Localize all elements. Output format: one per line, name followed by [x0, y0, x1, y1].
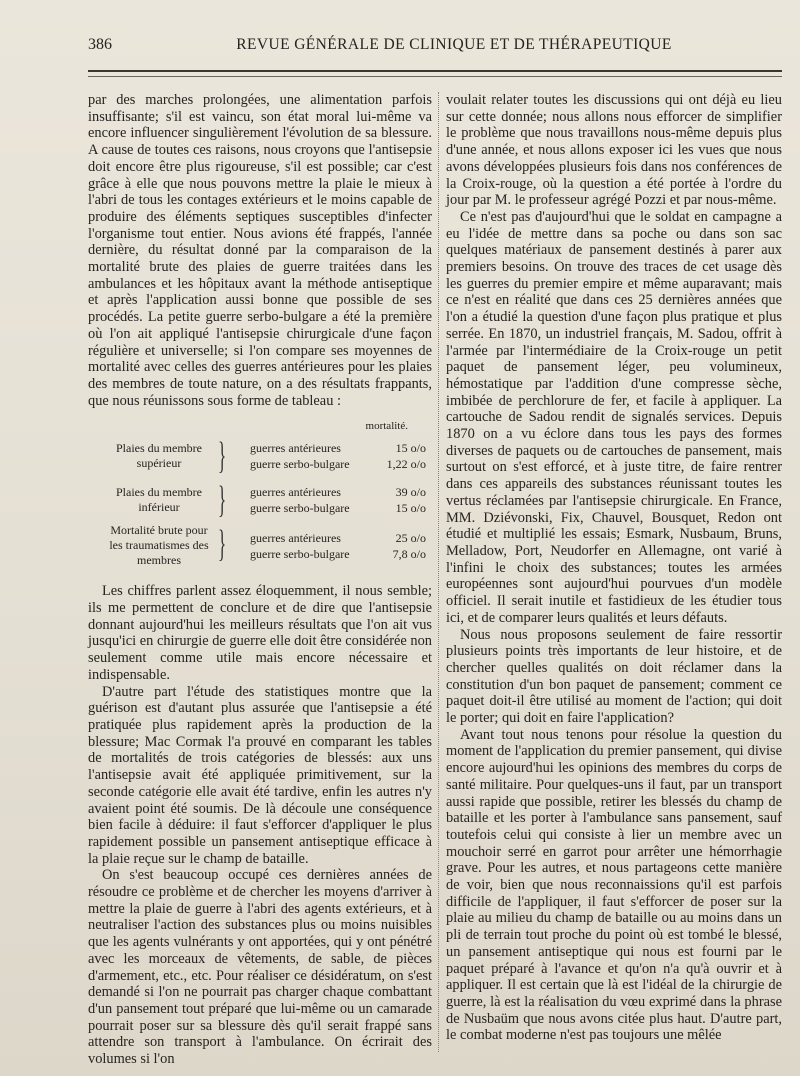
table-group-upper-limb: Plaies du membre supérieur } guerres antérieures 15 o/o guerre serbo-bulgare 1,22 o/o: [104, 437, 404, 477]
paragraph: Avant tout nous tenons pour résolue la question du moment de l'application du premier pansement, qui divise encore aujourd'hui les opinions des membres du corps de santé militaire. Pour quelques-uns il faut, par un transport aussi rapide que possible, retirer les blessés du champ de bataille et les porter à l'ambulance sans pansement, sauf toutefois celui qui consiste à lier un membre avec un mouchoir serré en garrot pour arrêter une hémorrhagie grave. Pour les autres, et nous partageons cette manière de voir, bien que nous reconnaissions qu'il est parfois difficile de l'appliquer, il faut s'efforcer de poser sur la plaie au milieu du champ de bataille ou au moins dans un pli de terrain tout proche du point où est tombé le blessé, un pansement antiseptique qui nous est fourni par le paquet préparé à l'avance et qu'on n'a qu'à ouvrir et à appliquer. Il est certain que là est l'idéal de la chirurgie de guerre, là est la réalisation du vœu exprimé dans la phrase de Nusbaüm que nous avons citée plus haut. D'autre part, le combat moderne n'est pas toujours une mêlée: [446, 726, 782, 1044]
brace: }: [218, 479, 227, 522]
paragraph: On s'est beaucoup occupé ces dernières années de résoudre ce problème et de chercher les moyens d'arriver à mettre la plaie de guerre à l'abri des agents extérieurs, et à neutraliser l'action des substances plus ou moins nuisibles que les agents vulnérants y ont apportées, qui y ont pénétré avec les morceaux de vêtements, de sable, de pièces d'armement, etc., etc. Pour réaliser ce désidératum, on s'est demandé si l'on ne pourrait pas charger chaque combattant d'un pansement tout préparé que lui-même ou un camarade pourrait poser sur sa blessure dès qu'il serait frappé sans attendre son transport à l'ambulance. On écrirait des volumes si l'on: [88, 867, 432, 1068]
group-label: Plaies du membre inférieur: [116, 485, 202, 515]
paragraph: par des marches prolongées, une alimentation parfois insuffisante; s'il est vaincu, son état moral lui-même va encore influencer singulièrement l'évolution de sa blessure. A cause de toutes ces raisons, nous croyons que l'antisepsie doit encore être plus rigoureuse, s'il est possible; car c'est grâce à elle que nous pouvons mettre la plaie le mieux à l'abri de tous les contages extérieurs et le moins capable de produire des éléments septiques susceptibles d'infecter l'organisme tout entier. Nous avions été frappés, l'année dernière, du résultat donné par la comparaison de la mortalité brute des plaies de guerre traitées dans les ambulances et les hôpitaux avant la méthode antiseptique et après l'application aussi bonne que possible de ses procédés. La petite guerre serbo-bulgare a été la première où l'on ait appliqué l'antisepsie chirurgicale d'une façon régulière et universelle; si l'on compare ses moyennes de mortalité avec celles des guerres antérieures pour les plaies des membres de toute nature, on a des résultats frappants, que nous réunissons sous forme de tableau :: [88, 92, 432, 409]
page-header: [88, 36, 780, 56]
table-group-gross-mortality: Mortalité brute pour les traumatismes des membres } guerres antérieures 25 o/o guerre serbo-bulgare 7,8 o/o: [104, 523, 404, 569]
right-column: [446, 92, 782, 1044]
column-divider: [438, 92, 439, 1052]
paragraph: voulait relater toutes les discussions qui ont déjà eu lieu sur cette donnée; nous allons nous efforcer de simplifier le problème que nous travaillons nous-même depuis plus d'une année, et nous allons exposer ici les vues que nous avons développées plusieurs fois dans nos conférences de la Croix-rouge, où la question a été portée à l'ordre du jour par M. le professeur agrégé Pozzi et par nous-même.: [446, 92, 782, 209]
table-header: mortalité.: [365, 420, 408, 433]
paragraph: Nous nous proposons seulement de faire ressortir plusieurs points très importants de leur histoire, et de chercher quelles qualités on doit réclamer dans la constitution d'un bon paquet de pansement; comment ce paquet doit-il être utilisé au moment de l'action; qui doit le porter; qui doit en faire l'application?: [446, 626, 782, 727]
paragraph: D'autre part l'étude des statistiques montre que la guérison est d'autant plus assurée que l'antisepsie a été pratiquée plus rapidement après la production de la blessure; Mac Cormak l'a prouvé en comparant les tables de mortalités de trois catégories de blessés: aux uns l'antisepsie avait été appliquée primitivement, sur la seconde catégorie elle avait été tardive, enfin les autres n'y avaient point été soumis. De là découle une conséquence bien facile à déduire: il faut s'efforcer d'appliquer le plus rapidement possible un pansement antiseptique efficace à la plaie reçue sur le champ de bataille.: [88, 683, 432, 867]
header-rule: [88, 70, 782, 77]
brace: }: [218, 435, 227, 478]
paragraph: Les chiffres parlent assez éloquemment, il nous semble; ils me permettent de conclure et de dire que l'antisepsie donnant aujourd'hui les meilleurs résultats que l'on ait vus jusqu'ici en chirurgie de guerre elle doit être considérée non seulement comme utile mais encore nécessaire et indispensable.: [88, 583, 432, 683]
mortality-table: [88, 419, 432, 569]
group-label: Plaies du membre supérieur: [116, 441, 202, 471]
running-title: REVUE GÉNÉRALE DE CLINIQUE ET DE THÉRAPEUTIQUE: [236, 36, 672, 53]
table-group-lower-limb: Plaies du membre inférieur } guerres antérieures 39 o/o guerre serbo-bulgare 15 o/o: [104, 481, 404, 521]
page-number: 386: [88, 36, 112, 53]
group-label: Mortalité brute pour les traumatismes des membres: [109, 523, 209, 568]
paragraph: Ce n'est pas d'aujourd'hui que le soldat en campagne a eu l'idée de mettre dans sa poche ou dans son sac quelques matériaux de pansement destinés à parer aux premiers besoins. On trouve des traces de cet usage dès les guerres du premier empire et même auparavant; mais ce n'est en réalité que dans ces 25 dernières années que l'on a étudié la question d'une façon plus pratique et plus serrée. En 1870, un industriel français, M. Sadou, offrit à l'armée par l'intermédiaire de la Croix-rouge un petit paquet de pansement léger, peu volumineux, hémostatique par l'addition d'une compresse sèche, imbibée de perchlorure de fer, et facile à appliquer. La cartouche de Sadou rendit de signalés services. Depuis 1870 on a vu éclore dans tous les pays des formes diverses de paquets ou de cartouches de pansement, mais surtout on s'est efforcé, et à juste titre, de faire rentrer dans ces appareils des substances réunissant toutes les vertus réclamées par l'antisepsie chirurgicale. En France, MM. Dziévonski, Fix, Chauvel, Bousquet, Redon ont étudié et multiplié les essais; Esmark, Nusbaum, Bruns, Melladow, Port, Neudorfer en Allemagne, ont varié à l'infini le choix des substances; toutes les armées européennes sont aujourd'hui pourvues d'un modèle officiel. Il serait inutile et fastidieux de les étudier tous ici, et de comparer leurs qualités et leurs défauts.: [446, 208, 782, 626]
left-column: [88, 92, 432, 1068]
brace: }: [218, 523, 227, 566]
